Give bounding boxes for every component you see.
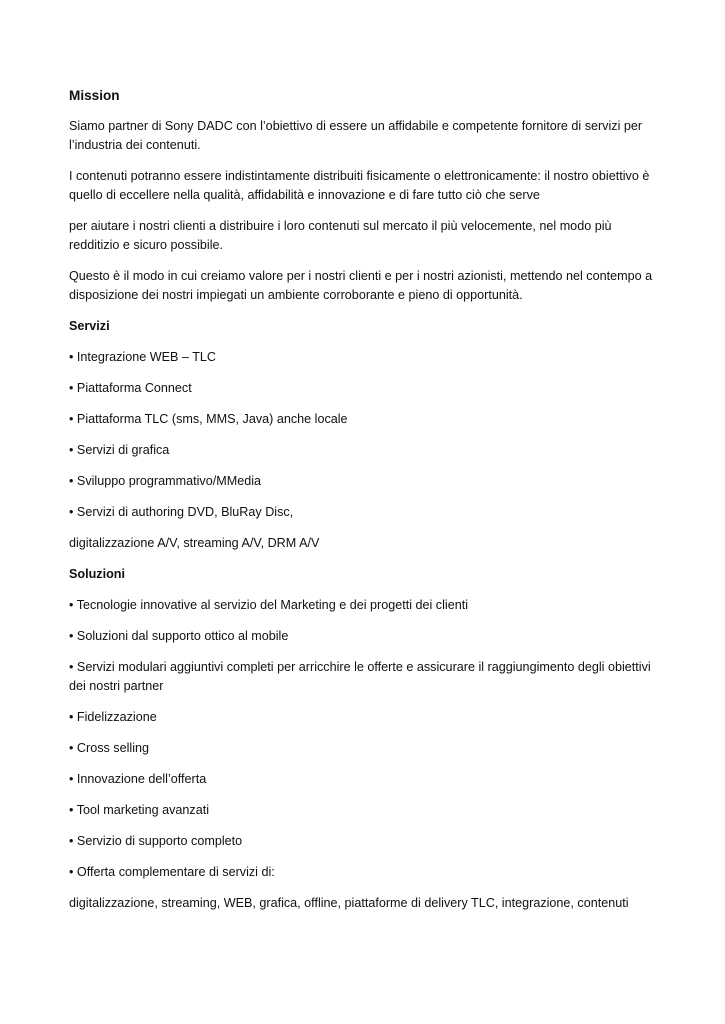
soluzioni-list-item: • Tool marketing avanzati (69, 801, 661, 820)
mission-paragraph-4: Questo è il modo in cui creiamo valore per i nostri clienti e per i nostri azionisti, mettendo nel contempo a disposizione dei nostri impiegati un ambiente corroborante e pieno di opportunità. (69, 269, 653, 302)
servizi-list-item: • Integrazione WEB – TLC (69, 348, 661, 367)
soluzioni-list-item: • Innovazione dell’offerta (69, 770, 661, 789)
mission-paragraph-2: I contenuti potranno essere indistintamente distribuiti fisicamente o elettronicamente: il nostro obiettivo è quello di eccellere nella qualità, affidabilità e innovazione e di fare tutto ciò che serve (69, 169, 650, 202)
servizi-heading: Servizi (69, 319, 110, 333)
soluzioni-list-item: • Tecnologie innovative al servizio del Marketing e dei progetti dei clienti (69, 596, 661, 615)
soluzioni-list-item: • Cross selling (69, 739, 661, 758)
soluzioni-list-item: • Soluzioni dal supporto ottico al mobile (69, 627, 661, 646)
mission-paragraph-1: Siamo partner di Sony DADC con l’obiettivo di essere un affidabile e competente fornitore di servizi per l’industria dei contenuti. (69, 119, 643, 152)
soluzioni-heading: Soluzioni (69, 567, 125, 581)
servizi-list-item: • Piattaforma Connect (69, 379, 661, 398)
mission-paragraph-3: per aiutare i nostri clienti a distribuire i loro contenuti sul mercato il più velocemente, nel modo più redditizio e sicuro possibile. (69, 219, 612, 252)
servizi-list-item: • Sviluppo programmativo/MMedia (69, 472, 661, 491)
soluzioni-list-item: • Offerta complementare di servizi di: (69, 863, 661, 882)
servizi-list-item: • Servizi di authoring DVD, BluRay Disc, (69, 503, 661, 522)
soluzioni-continuation: digitalizzazione, streaming, WEB, grafica, offline, piattaforme di delivery TLC, integrazione, contenuti (69, 896, 629, 910)
mission-heading: Mission (69, 88, 120, 103)
servizi-list-item: • Servizi di grafica (69, 441, 661, 460)
soluzioni-list-item: • Fidelizzazione (69, 708, 661, 727)
soluzioni-list-item: • Servizio di supporto completo (69, 832, 661, 851)
document-body (69, 86, 661, 925)
servizi-continuation: digitalizzazione A/V, streaming A/V, DRM A/V (69, 536, 320, 550)
soluzioni-list-item: • Servizi modulari aggiuntivi completi per arricchire le offerte e assicurare il raggiungimento degli obiettivi dei nostri partner (69, 658, 661, 696)
servizi-list-item: • Piattaforma TLC (sms, MMS, Java) anche locale (69, 410, 661, 429)
